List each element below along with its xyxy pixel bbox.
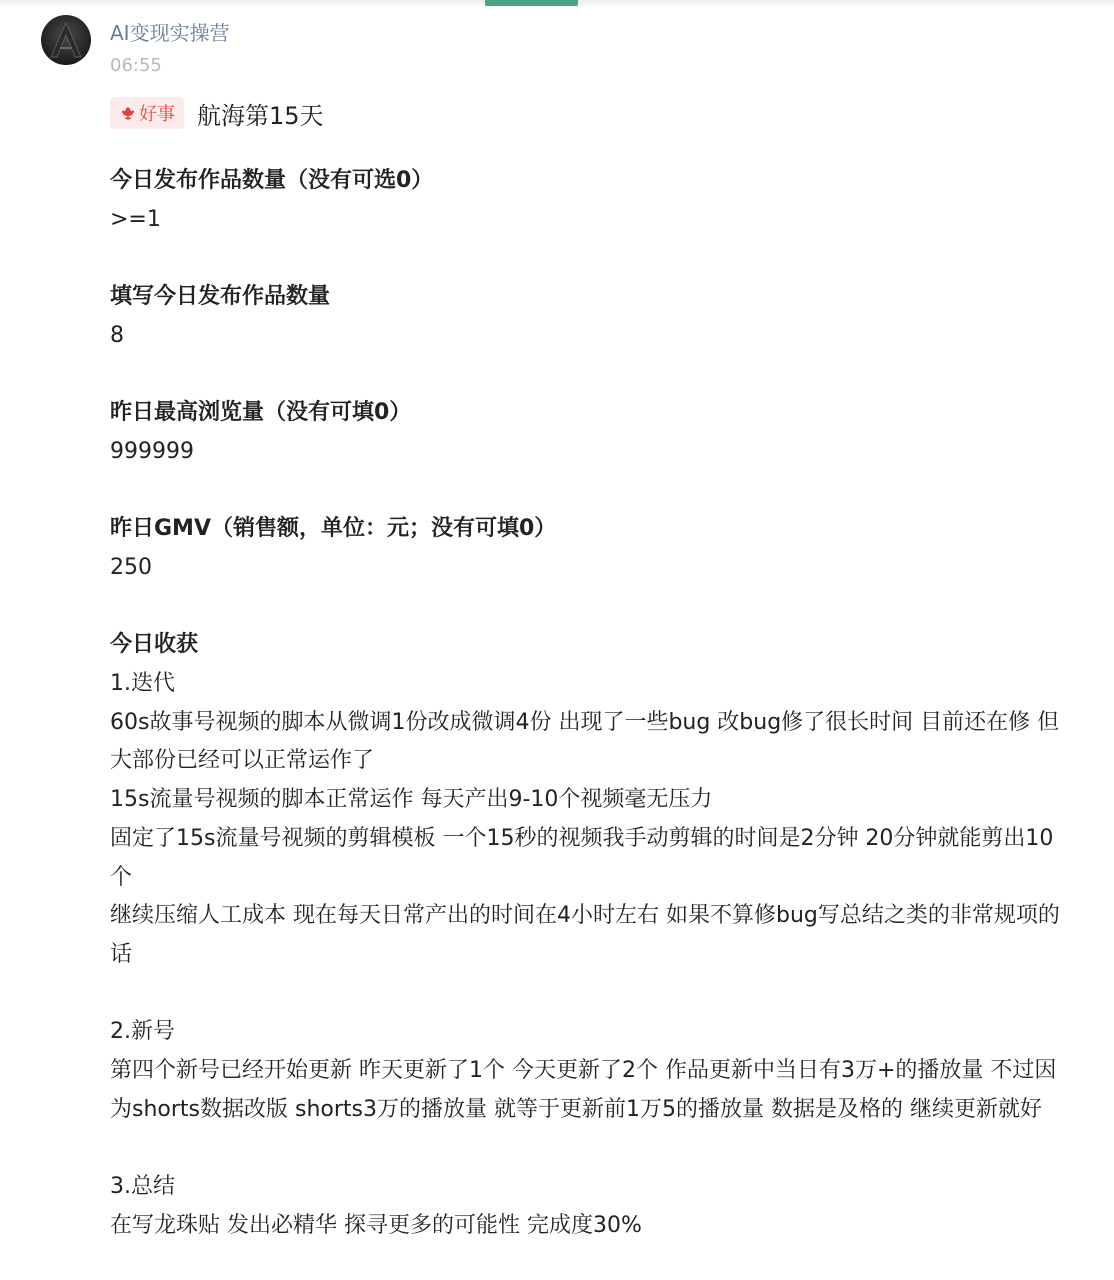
author-name[interactable]: AI变现实操营 — [110, 21, 230, 45]
post-content — [110, 162, 1070, 1246]
avatar[interactable] — [41, 15, 91, 65]
post-header — [110, 96, 324, 130]
tag-label: 好事 — [139, 104, 175, 125]
answer-value: 250 — [110, 554, 152, 580]
harvest-paragraph: 第四个新号已经开始更新 昨天更新了1个 今天更新了2个 作品更新中当日有3万+的播放量 不过因为shorts数据改版 shorts3万的播放量 就等于更新前1万5的播放量 数据是及格的 继续更新就好 — [110, 1058, 1057, 1122]
question-label: 今日发布作品数量（没有可选0） — [110, 168, 434, 193]
post-title: 航海第15天 — [197, 101, 324, 130]
avatar-logo-icon — [41, 15, 91, 65]
harvest-paragraph: 继续压缩人工成本 现在每天日常产出的时间在4小时左右 如果不算修bug写总结之类的非常规项的话 — [110, 903, 1060, 967]
answer-published-works — [110, 162, 1070, 239]
answer-max-views — [110, 394, 1070, 471]
summary-heading: 3.总结 — [110, 1174, 175, 1200]
harvest-paragraph: 15s流量号视频的脚本正常运作 每天产出9-10个视频毫无压力 — [110, 787, 713, 813]
harvest-paragraph: 60s故事号视频的脚本从微调1份改成微调4份 出现了一些bug 改bug修了很长时间 目前还在修 但大部份已经可以正常运作了 — [110, 709, 1060, 774]
harvest-label: 今日收获 — [110, 632, 199, 658]
good-news-tag[interactable] — [110, 97, 184, 129]
answer-value: 8 — [110, 322, 124, 348]
harvest-section — [110, 626, 1070, 974]
harvest-paragraph: 固定了15s流量号视频的剪辑模板 一个15秒的视频我手动剪辑的时间是2分钟 20分钟就能剪出10个 — [110, 825, 1054, 890]
new-account-heading: 2.新号 — [110, 1019, 175, 1045]
flower-icon — [120, 105, 136, 121]
answer-value: 999999 — [110, 438, 194, 464]
iteration-heading: 1.迭代 — [110, 671, 175, 697]
answer-gmv — [110, 510, 1070, 587]
question-label: 昨日GMV（销售额，单位：元；没有可填0） — [110, 516, 557, 542]
question-label: 填写今日发布作品数量 — [110, 284, 331, 310]
summary-section — [110, 1168, 1070, 1245]
harvest-paragraph: 在写龙珠贴 发出必精华 探寻更多的可能性 完成度30% — [110, 1212, 642, 1238]
answer-works-count — [110, 278, 1070, 355]
active-tab-indicator — [485, 0, 578, 6]
answer-value: >=1 — [110, 206, 161, 232]
post-time: 06:55 — [110, 55, 162, 76]
new-account-section — [110, 1013, 1070, 1129]
question-label: 昨日最高浏览量（没有可填0） — [110, 400, 412, 426]
